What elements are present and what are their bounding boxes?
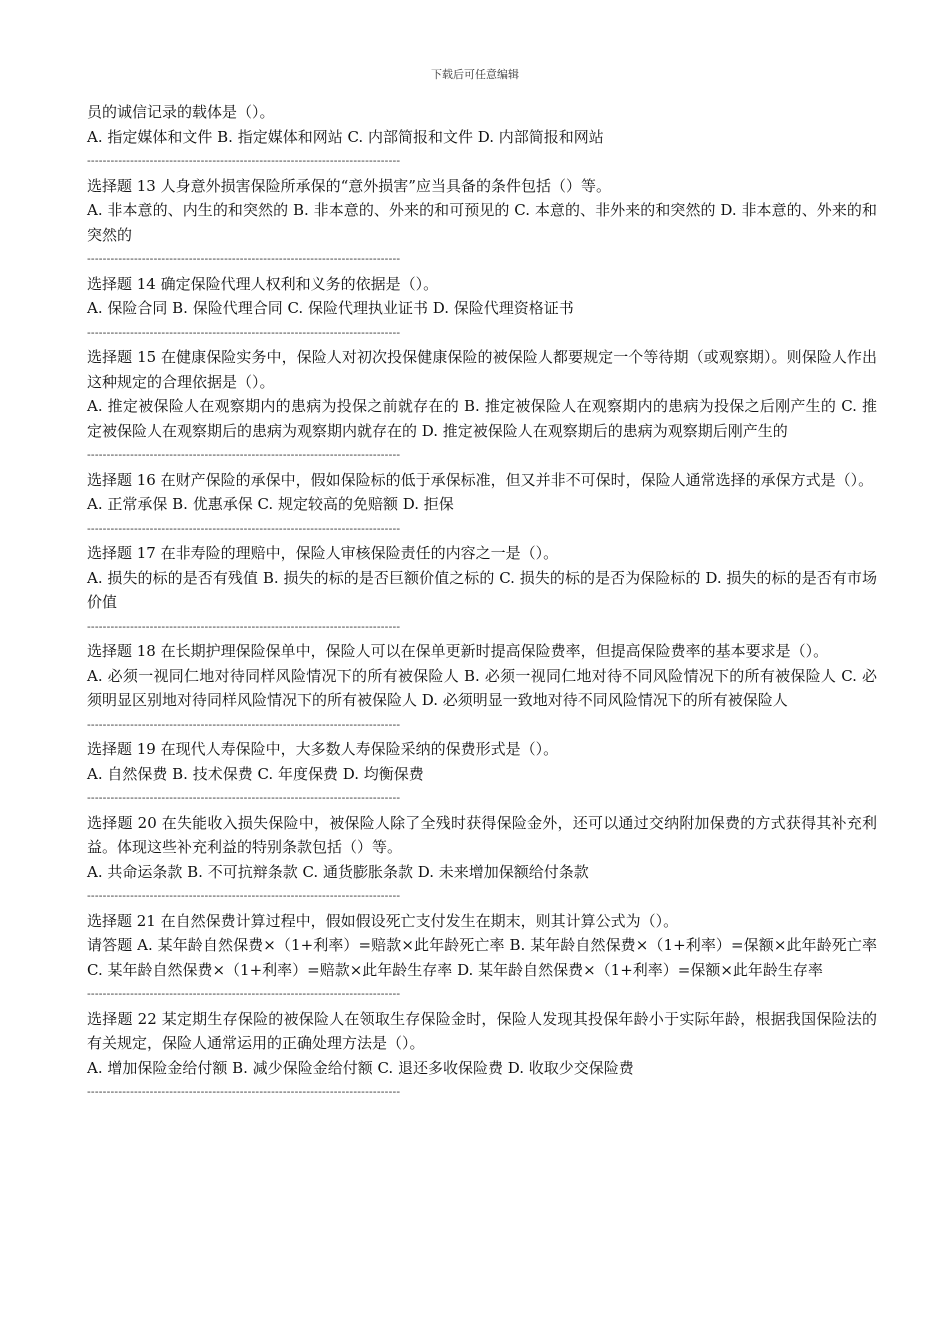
answer-options: A. 必须一视同仁地对待同样风险情况下的所有被保险人 B. 必须一视同仁地对待不同风险情况下的所有被保险人 C. 必须明显区别地对待同样风险情况下的所有被保险人 D. 必须明显一致地对待不同风险情况下的所有被保险人	[87, 666, 877, 709]
question-17: 选择题 17 在非寿险的理赔中，保险人审核保险责任的内容之一是（）。	[87, 544, 559, 562]
answer-options: A. 保险合同 B. 保险代理合同 C. 保险代理执业证书 D. 保险代理资格证书	[87, 299, 574, 317]
separator-line: --------------------------------------------------------------------------------	[87, 1085, 401, 1098]
separator-line: --------------------------------------------------------------------------------	[87, 619, 401, 633]
separator-line: --------------------------------------------------------------------------------	[87, 889, 401, 902]
separator-line: --------------------------------------------------------------------------------	[87, 717, 401, 731]
question-22: 选择题 22 某定期生存保险的被保险人在领取生存保险金时，保险人发现其投保年龄小于实际年龄，根据我国保险法的有关规定，保险人通常运用的正确处理方法是（）。	[87, 1009, 877, 1052]
separator-line: --------------------------------------------------------------------------------	[87, 448, 401, 461]
separator-line: --------------------------------------------------------------------------------	[87, 791, 401, 804]
separator-line: --------------------------------------------------------------------------------	[87, 521, 401, 535]
question-13: 选择题 13 人身意外损害保险所承保的“意外损害”应当具备的条件包括（）等。	[87, 176, 611, 195]
answer-options: 请答题 A. 某年龄自然保费×（1+利率）=赔款×此年龄死亡率 B. 某年龄自然保费×（1+利率）=保额×此年龄死亡率 C. 某年龄自然保费×（1+利率）=赔款×此年龄生存率 D. 某年龄自然保费×（1+利率）=保额×此年龄生存率	[87, 936, 877, 979]
document-body	[87, 100, 877, 1105]
question-18: 选择题 18 在长期护理保险保单中，保险人可以在保单更新时提高保险费率，但提高保险费率的基本要求是（）。	[87, 642, 829, 660]
separator-line: --------------------------------------------------------------------------------	[87, 252, 401, 265]
page-header: 下载后可任意编辑	[431, 68, 519, 81]
answer-options: A. 损失的标的是否有残值 B. 损失的标的是否巨额价值之标的 C. 损失的标的是否为保险标的 D. 损失的标的是否有市场价值	[87, 568, 877, 611]
answer-options: A. 自然保费 B. 技术保费 C. 年度保费 D. 均衡保费	[87, 764, 424, 783]
question-text: 员的诚信记录的载体是（）。	[87, 103, 275, 121]
answer-options: A. 推定被保险人在观察期内的患病为投保之前就存在的 B. 推定被保险人在观察期内的患病为投保之后刚产生的 C. 推定被保险人在观察期后的患病为观察期内就存在的 D. 推定被保险人在观察期后的患病为观察期后刚产生的	[87, 397, 877, 440]
answer-options: A. 增加保险金给付额 B. 减少保险金给付额 C. 退还多收保险费 D. 收取少交保险费	[87, 1058, 634, 1077]
answer-options: A. 指定媒体和文件 B. 指定媒体和网站 C. 内部简报和文件 D. 内部简报和网站	[87, 127, 604, 146]
answer-options: A. 非本意的、内生的和突然的 B. 非本意的、外来的和可预见的 C. 本意的、非外来的和突然的 D. 非本意的、外来的和突然的	[87, 201, 877, 244]
question-19: 选择题 19 在现代人寿保险中，大多数人寿保险采纳的保费形式是（）。	[87, 740, 559, 758]
separator-line: --------------------------------------------------------------------------------	[87, 154, 401, 167]
answer-options: A. 共命运条款 B. 不可抗辩条款 C. 通货膨胀条款 D. 未来增加保额给付条款	[87, 862, 589, 881]
question-16: 选择题 16 在财产保险的承保中，假如保险标的低于承保标准，但又并非不可保时，保险人通常选择的承保方式是（）。	[87, 470, 874, 489]
question-15: 选择题 15 在健康保险实务中，保险人对初次投保健康保险的被保险人都要规定一个等待期（或观察期）。则保险人作出这种规定的合理依据是（）。	[87, 348, 877, 391]
answer-options: A. 正常承保 B. 优惠承保 C. 规定较高的免赔额 D. 拒保	[87, 495, 454, 513]
question-14: 选择题 14 确定保险代理人权利和义务的依据是（）。	[87, 274, 439, 293]
separator-line: --------------------------------------------------------------------------------	[87, 325, 401, 339]
separator-line: --------------------------------------------------------------------------------	[87, 987, 401, 1000]
question-20: 选择题 20 在失能收入损失保险中，被保险人除了全残时获得保险金外，还可以通过交纳附加保费的方式获得其补充利益。体现这些补充利益的特别条款包括（）等。	[87, 813, 877, 856]
question-21: 选择题 21 在自然保费计算过程中，假如假设死亡支付发生在期末，则其计算公式为（）。	[87, 911, 679, 930]
